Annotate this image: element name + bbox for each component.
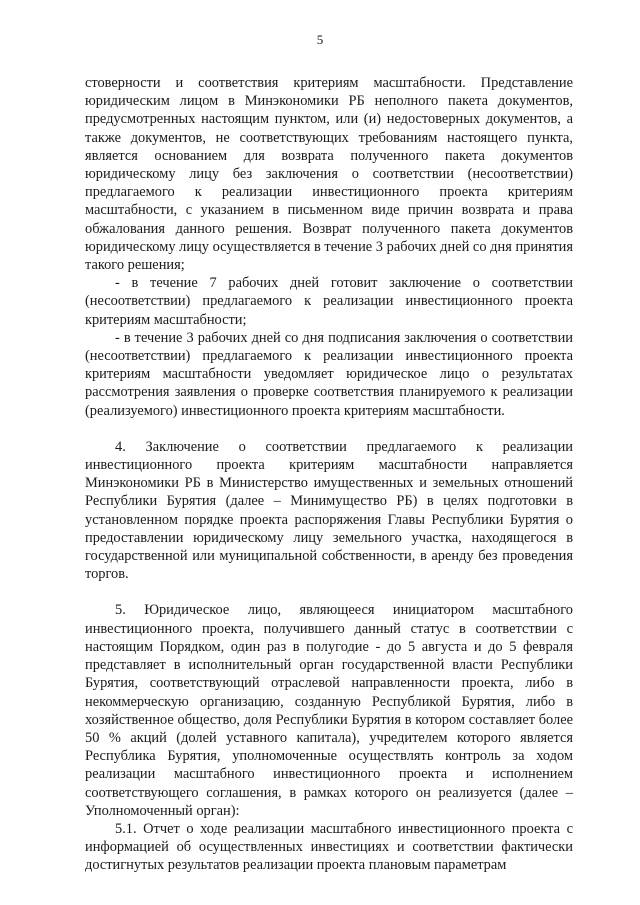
paragraph-clause-4: 4. Заключение о соответствии предлагаемого к реализации инвестиционного проекта критериям масштабности направляется Минэкономики РБ в Министерство имущественных и земельных отношений Республики Бурятия (далее – Минимущество РБ) в целях подготовки в установленном порядке проекта распоряжения Главы Республики Бурятия о предоставлении юридическому лицу земельного участка, находящегося в государственной или муниципальной собственности, в аренду без проведения торгов. [85,438,573,583]
paragraph-clause-5: 5. Юридическое лицо, являющееся инициатором масштабного инвестиционного проекта, получившего данный статус в соответствии с настоящим Порядком, один раз в полугодие - до 5 августа и до 5 февраля представляет в исполнительный орган государственной власти Республики Бурятия, соответствующий отраслевой направленности проекта, либо в некоммерческую организацию, созданную Республикой Бурятия, либо в хозяйственное общество, доля Республики Бурятия в котором составляет более 50 % акций (долей уставного капитала), учредителем которого является Республика Бурятия, уполномоченные осуществлять контроль за ходом реализации масштабного инвестиционного проекта и исполнением соответствующего соглашения, в рамках которого он реализуется (далее – Уполномоченный орган): [85,602,573,819]
list-item-7-days: - в течение 7 рабочих дней готовит заключение о соответствии (несоответствии) предлагаемого к реализации инвестиционного проекта критериям масштабности; [85,275,573,328]
document-body [85,74,573,875]
paragraph-clause-5-1: 5.1. Отчет о ходе реализации масштабного инвестиционного проекта с информацией об осуществленных инвестициях и соответствии фактически достигнутых результатов реализации проекта плановым параметрам [85,820,573,874]
page-number: 5 [316,32,324,47]
list-item-3-days: - в течение 3 рабочих дней со дня подписания заключения о соответствии (несоответствии) предлагаемого к реализации инвестиционного проекта критериям масштабности уведомляет юридическое лицо о результатах рассмотрения заявления о проверке соответствия планируемого к реализации (реализуемого) инвестиционного проекта критериям масштабности. [85,329,573,419]
paragraph-continuation: стоверности и соответствия критериям масштабности. Представление юридическим лицом в Минэкономики РБ неполного пакета документов, предусмотренных настоящим пунктом, или (и) недостоверных документов, а также документов, не соответствующих требованиям настоящего пункта, является основанием для возврата полученного пакета документов юридическому лицу без заключения о соответствии (несоответствии) предлагаемого к реализации инвестиционного проекта критериям масштабности, с указанием в письменном виде причин возврата и права обжалования данного решения. Возврат полученного пакета документов юридическому лицу осуществляется в течение 3 рабочих дней со дня принятия такого решения; [85,75,573,274]
